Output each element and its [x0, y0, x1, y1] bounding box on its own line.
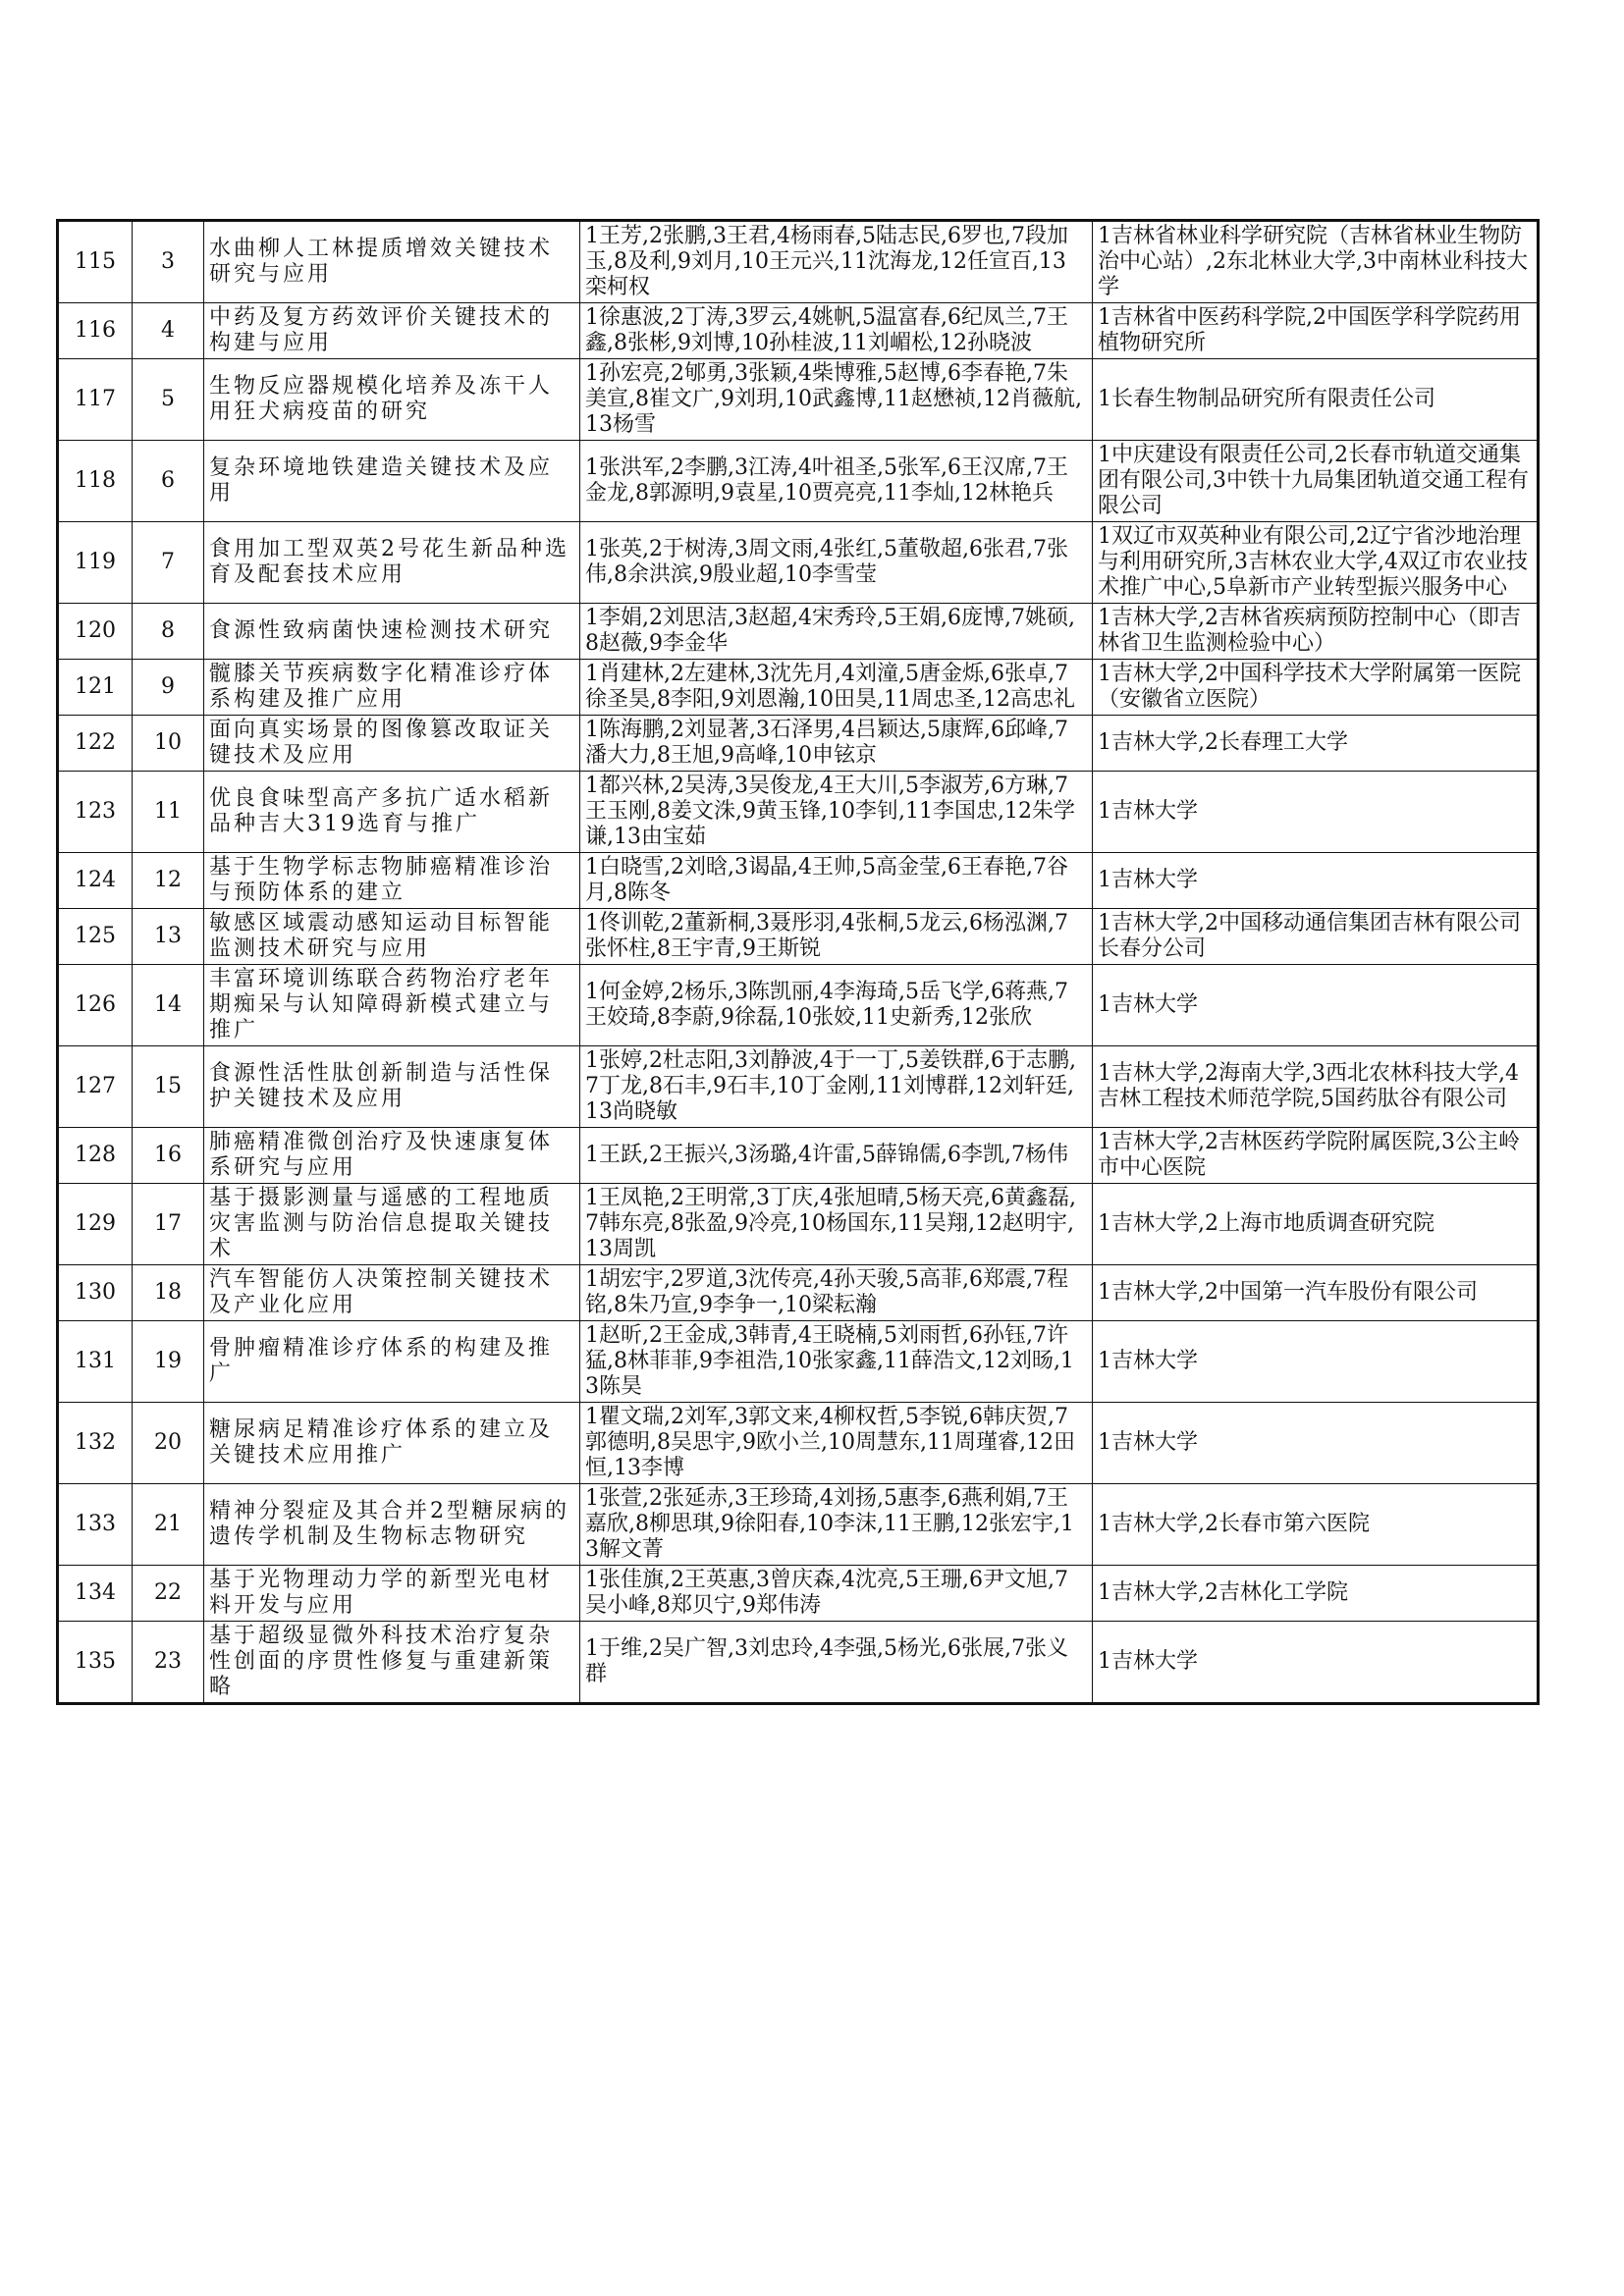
- table-row: [58, 1128, 1539, 1184]
- table-row: [58, 303, 1539, 359]
- row-number-cell: 133: [58, 1484, 133, 1566]
- row-number-cell: 116: [58, 303, 133, 359]
- row-number-cell: 117: [58, 359, 133, 441]
- project-title-cell: 基于超级显微外科技术治疗复杂性创面的序贯性修复与重建新策略: [204, 1622, 580, 1704]
- institutions-cell: 1吉林大学: [1093, 853, 1539, 909]
- table-row: [58, 772, 1539, 853]
- institutions-cell: 1吉林大学: [1093, 1321, 1539, 1403]
- table-row: [58, 1265, 1539, 1321]
- sub-number-cell: 3: [133, 221, 204, 303]
- table-row: [58, 1184, 1539, 1265]
- sub-number-cell: 5: [133, 359, 204, 441]
- sub-number-cell: 23: [133, 1622, 204, 1704]
- sub-number-cell: 18: [133, 1265, 204, 1321]
- institutions-cell: 1吉林大学: [1093, 1622, 1539, 1704]
- row-number-cell: 126: [58, 965, 133, 1046]
- row-number-cell: 134: [58, 1566, 133, 1622]
- sub-number-cell: 21: [133, 1484, 204, 1566]
- institutions-cell: 1双辽市双英种业有限公司,2辽宁省沙地治理与利用研究所,3吉林农业大学,4双辽市农业技术推广中心,5阜新市产业转型振兴服务中心: [1093, 522, 1539, 604]
- table-row: [58, 1484, 1539, 1566]
- awards-table-body: [58, 221, 1539, 1704]
- row-number-cell: 122: [58, 716, 133, 772]
- row-number-cell: 131: [58, 1321, 133, 1403]
- table-row: [58, 716, 1539, 772]
- contributors-cell: 1张洪军,2李鹏,3江涛,4叶祖圣,5张军,6王汉席,7王金龙,8郭源明,9袁星,10贾亮亮,11李灿,12林艳兵: [580, 441, 1093, 522]
- institutions-cell: 1吉林大学,2吉林省疾病预防控制中心（即吉林省卫生监测检验中心）: [1093, 604, 1539, 660]
- contributors-cell: 1胡宏宇,2罗道,3沈传亮,4孙天骏,5高菲,6郑震,7程铭,8朱乃宣,9李争一,10梁耘瀚: [580, 1265, 1093, 1321]
- contributors-cell: 1李娟,2刘思洁,3赵超,4宋秀玲,5王娟,6庞博,7姚硕,8赵薇,9李金华: [580, 604, 1093, 660]
- contributors-cell: 1陈海鹏,2刘显著,3石泽男,4吕颖达,5康辉,6邱峰,7潘大力,8王旭,9高峰,10申铉京: [580, 716, 1093, 772]
- project-title-cell: 敏感区域震动感知运动目标智能监测技术研究与应用: [204, 909, 580, 965]
- institutions-cell: 1吉林大学: [1093, 965, 1539, 1046]
- project-title-cell: 生物反应器规模化培养及冻干人用狂犬病疫苗的研究: [204, 359, 580, 441]
- contributors-cell: 1王芳,2张鹏,3王君,4杨雨春,5陆志民,6罗也,7段加玉,8及利,9刘月,10王元兴,11沈海龙,12任宣百,13栾柯权: [580, 221, 1093, 303]
- sub-number-cell: 20: [133, 1403, 204, 1484]
- row-number-cell: 129: [58, 1184, 133, 1265]
- contributors-cell: 1张婷,2杜志阳,3刘静波,4于一丁,5姜铁群,6于志鹏,7丁龙,8石丰,9石丰,10丁金刚,11刘博群,12刘轩廷,13尚晓敏: [580, 1046, 1093, 1128]
- contributors-cell: 1张英,2于树涛,3周文雨,4张红,5董敬超,6张君,7张伟,8余洪滨,9殷业超,10李雪莹: [580, 522, 1093, 604]
- table-row: [58, 221, 1539, 303]
- project-title-cell: 中药及复方药效评价关键技术的构建与应用: [204, 303, 580, 359]
- institutions-cell: 1吉林大学,2长春理工大学: [1093, 716, 1539, 772]
- sub-number-cell: 15: [133, 1046, 204, 1128]
- contributors-cell: 1徐惠波,2丁涛,3罗云,4姚帆,5温富春,6纪凤兰,7王鑫,8张彬,9刘博,10孙桂波,11刘嵋松,12孙晓波: [580, 303, 1093, 359]
- contributors-cell: 1张佳旗,2王英惠,3曾庆森,4沈亮,5王珊,6尹文旭,7吴小峰,8郑贝宁,9郑伟涛: [580, 1566, 1093, 1622]
- sub-number-cell: 17: [133, 1184, 204, 1265]
- sub-number-cell: 7: [133, 522, 204, 604]
- table-row: [58, 604, 1539, 660]
- project-title-cell: 基于生物学标志物肺癌精准诊治与预防体系的建立: [204, 853, 580, 909]
- project-title-cell: 糖尿病足精准诊疗体系的建立及关键技术应用推广: [204, 1403, 580, 1484]
- project-title-cell: 骨肿瘤精准诊疗体系的构建及推广: [204, 1321, 580, 1403]
- row-number-cell: 132: [58, 1403, 133, 1484]
- institutions-cell: 1吉林大学: [1093, 772, 1539, 853]
- table-row: [58, 965, 1539, 1046]
- institutions-cell: 1吉林大学,2中国科学技术大学附属第一医院（安徽省立医院）: [1093, 660, 1539, 716]
- institutions-cell: 1吉林大学,2海南大学,3西北农林科技大学,4吉林工程技术师范学院,5国药肽谷有限公司: [1093, 1046, 1539, 1128]
- table-row: [58, 522, 1539, 604]
- institutions-cell: 1中庆建设有限责任公司,2长春市轨道交通集团有限公司,3中铁十九局集团轨道交通工程有限公司: [1093, 441, 1539, 522]
- institutions-cell: 1吉林大学,2长春市第六医院: [1093, 1484, 1539, 1566]
- sub-number-cell: 8: [133, 604, 204, 660]
- contributors-cell: 1瞿文瑞,2刘军,3郭文来,4柳权哲,5李锐,6韩庆贺,7郭德明,8吴思宇,9欧小兰,10周慧东,11周瑾睿,12田恒,13李博: [580, 1403, 1093, 1484]
- project-title-cell: 汽车智能仿人决策控制关键技术及产业化应用: [204, 1265, 580, 1321]
- project-title-cell: 基于光物理动力学的新型光电材料开发与应用: [204, 1566, 580, 1622]
- project-title-cell: 优良食味型高产多抗广适水稻新品种吉大319选育与推广: [204, 772, 580, 853]
- sub-number-cell: 6: [133, 441, 204, 522]
- row-number-cell: 121: [58, 660, 133, 716]
- institutions-cell: 1吉林大学,2上海市地质调查研究院: [1093, 1184, 1539, 1265]
- row-number-cell: 135: [58, 1622, 133, 1704]
- project-title-cell: 复杂环境地铁建造关键技术及应用: [204, 441, 580, 522]
- project-title-cell: 食用加工型双英2号花生新品种选育及配套技术应用: [204, 522, 580, 604]
- sub-number-cell: 9: [133, 660, 204, 716]
- institutions-cell: 1吉林大学,2吉林医药学院附属医院,3公主岭市中心医院: [1093, 1128, 1539, 1184]
- contributors-cell: 1都兴林,2吴涛,3吴俊龙,4王大川,5李淑芳,6方琳,7王玉刚,8姜文洙,9黄玉锋,10李钊,11李国忠,12朱学谦,13由宝茹: [580, 772, 1093, 853]
- contributors-cell: 1赵昕,2王金成,3韩青,4王晓楠,5刘雨哲,6孙钰,7许猛,8林菲菲,9李祖浩,10张家鑫,11薛浩文,12刘旸,13陈昊: [580, 1321, 1093, 1403]
- project-title-cell: 基于摄影测量与遥感的工程地质灾害监测与防治信息提取关键技术: [204, 1184, 580, 1265]
- row-number-cell: 127: [58, 1046, 133, 1128]
- project-title-cell: 食源性活性肽创新制造与活性保护关键技术及应用: [204, 1046, 580, 1128]
- sub-number-cell: 10: [133, 716, 204, 772]
- row-number-cell: 124: [58, 853, 133, 909]
- institutions-cell: 1吉林大学,2中国第一汽车股份有限公司: [1093, 1265, 1539, 1321]
- row-number-cell: 120: [58, 604, 133, 660]
- institutions-cell: 1吉林大学,2吉林化工学院: [1093, 1566, 1539, 1622]
- sub-number-cell: 4: [133, 303, 204, 359]
- table-row: [58, 853, 1539, 909]
- table-row: [58, 1321, 1539, 1403]
- contributors-cell: 1佟训乾,2董新桐,3聂彤羽,4张桐,5龙云,6杨泓渊,7张怀柱,8王宇青,9王斯锐: [580, 909, 1093, 965]
- project-title-cell: 食源性致病菌快速检测技术研究: [204, 604, 580, 660]
- project-title-cell: 肺癌精准微创治疗及快速康复体系研究与应用: [204, 1128, 580, 1184]
- sub-number-cell: 14: [133, 965, 204, 1046]
- table-row: [58, 1622, 1539, 1704]
- sub-number-cell: 12: [133, 853, 204, 909]
- institutions-cell: 1吉林省林业科学研究院（吉林省林业生物防治中心站）,2东北林业大学,3中南林业科技大学: [1093, 221, 1539, 303]
- table-row: [58, 909, 1539, 965]
- table-row: [58, 441, 1539, 522]
- row-number-cell: 128: [58, 1128, 133, 1184]
- awards-table: [56, 219, 1540, 1705]
- sub-number-cell: 16: [133, 1128, 204, 1184]
- contributors-cell: 1白晓雪,2刘晗,3谒晶,4王帅,5高金莹,6王春艳,7谷月,8陈冬: [580, 853, 1093, 909]
- contributors-cell: 1何金婷,2杨乐,3陈凯丽,4李海琦,5岳飞学,6蒋燕,7王姣琦,8李蔚,9徐磊,10张姣,11史新秀,12张欣: [580, 965, 1093, 1046]
- table-row: [58, 1566, 1539, 1622]
- row-number-cell: 125: [58, 909, 133, 965]
- sub-number-cell: 22: [133, 1566, 204, 1622]
- sub-number-cell: 13: [133, 909, 204, 965]
- institutions-cell: 1长春生物制品研究所有限责任公司: [1093, 359, 1539, 441]
- row-number-cell: 115: [58, 221, 133, 303]
- contributors-cell: 1孙宏亮,2郇勇,3张颖,4柴博雅,5赵博,6李春艳,7朱美宣,8崔文广,9刘玥,10武鑫博,11赵懋祯,12肖薇航,13杨雪: [580, 359, 1093, 441]
- contributors-cell: 1王跃,2王振兴,3汤璐,4许雷,5薛锦儒,6李凯,7杨伟: [580, 1128, 1093, 1184]
- project-title-cell: 丰富环境训练联合药物治疗老年期痴呆与认知障碍新模式建立与推广: [204, 965, 580, 1046]
- row-number-cell: 119: [58, 522, 133, 604]
- project-title-cell: 水曲柳人工林提质增效关键技术研究与应用: [204, 221, 580, 303]
- project-title-cell: 精神分裂症及其合并2型糖尿病的遗传学机制及生物标志物研究: [204, 1484, 580, 1566]
- row-number-cell: 123: [58, 772, 133, 853]
- contributors-cell: 1于维,2吴广智,3刘忠玲,4李强,5杨光,6张展,7张义群: [580, 1622, 1093, 1704]
- project-title-cell: 面向真实场景的图像篡改取证关键技术及应用: [204, 716, 580, 772]
- table-row: [58, 1403, 1539, 1484]
- institutions-cell: 1吉林大学: [1093, 1403, 1539, 1484]
- contributors-cell: 1张萱,2张延赤,3王珍琦,4刘扬,5惠李,6燕利娟,7王嘉欣,8柳思琪,9徐阳春,10李沫,11王鹏,12张宏宇,13解文菁: [580, 1484, 1093, 1566]
- contributors-cell: 1王凤艳,2王明常,3丁庆,4张旭晴,5杨天亮,6黄鑫磊,7韩东亮,8张盈,9冷亮,10杨国东,11吴翔,12赵明宇,13周凯: [580, 1184, 1093, 1265]
- table-row: [58, 1046, 1539, 1128]
- row-number-cell: 118: [58, 441, 133, 522]
- sub-number-cell: 11: [133, 772, 204, 853]
- institutions-cell: 1吉林省中医药科学院,2中国医学科学院药用植物研究所: [1093, 303, 1539, 359]
- institutions-cell: 1吉林大学,2中国移动通信集团吉林有限公司长春分公司: [1093, 909, 1539, 965]
- project-title-cell: 髋膝关节疾病数字化精准诊疗体系构建及推广应用: [204, 660, 580, 716]
- sub-number-cell: 19: [133, 1321, 204, 1403]
- row-number-cell: 130: [58, 1265, 133, 1321]
- table-row: [58, 359, 1539, 441]
- table-row: [58, 660, 1539, 716]
- contributors-cell: 1肖建林,2左建林,3沈先月,4刘潼,5唐金烁,6张卓,7徐圣昊,8李阳,9刘恩瀚,10田昊,11周忠圣,12高忠礼: [580, 660, 1093, 716]
